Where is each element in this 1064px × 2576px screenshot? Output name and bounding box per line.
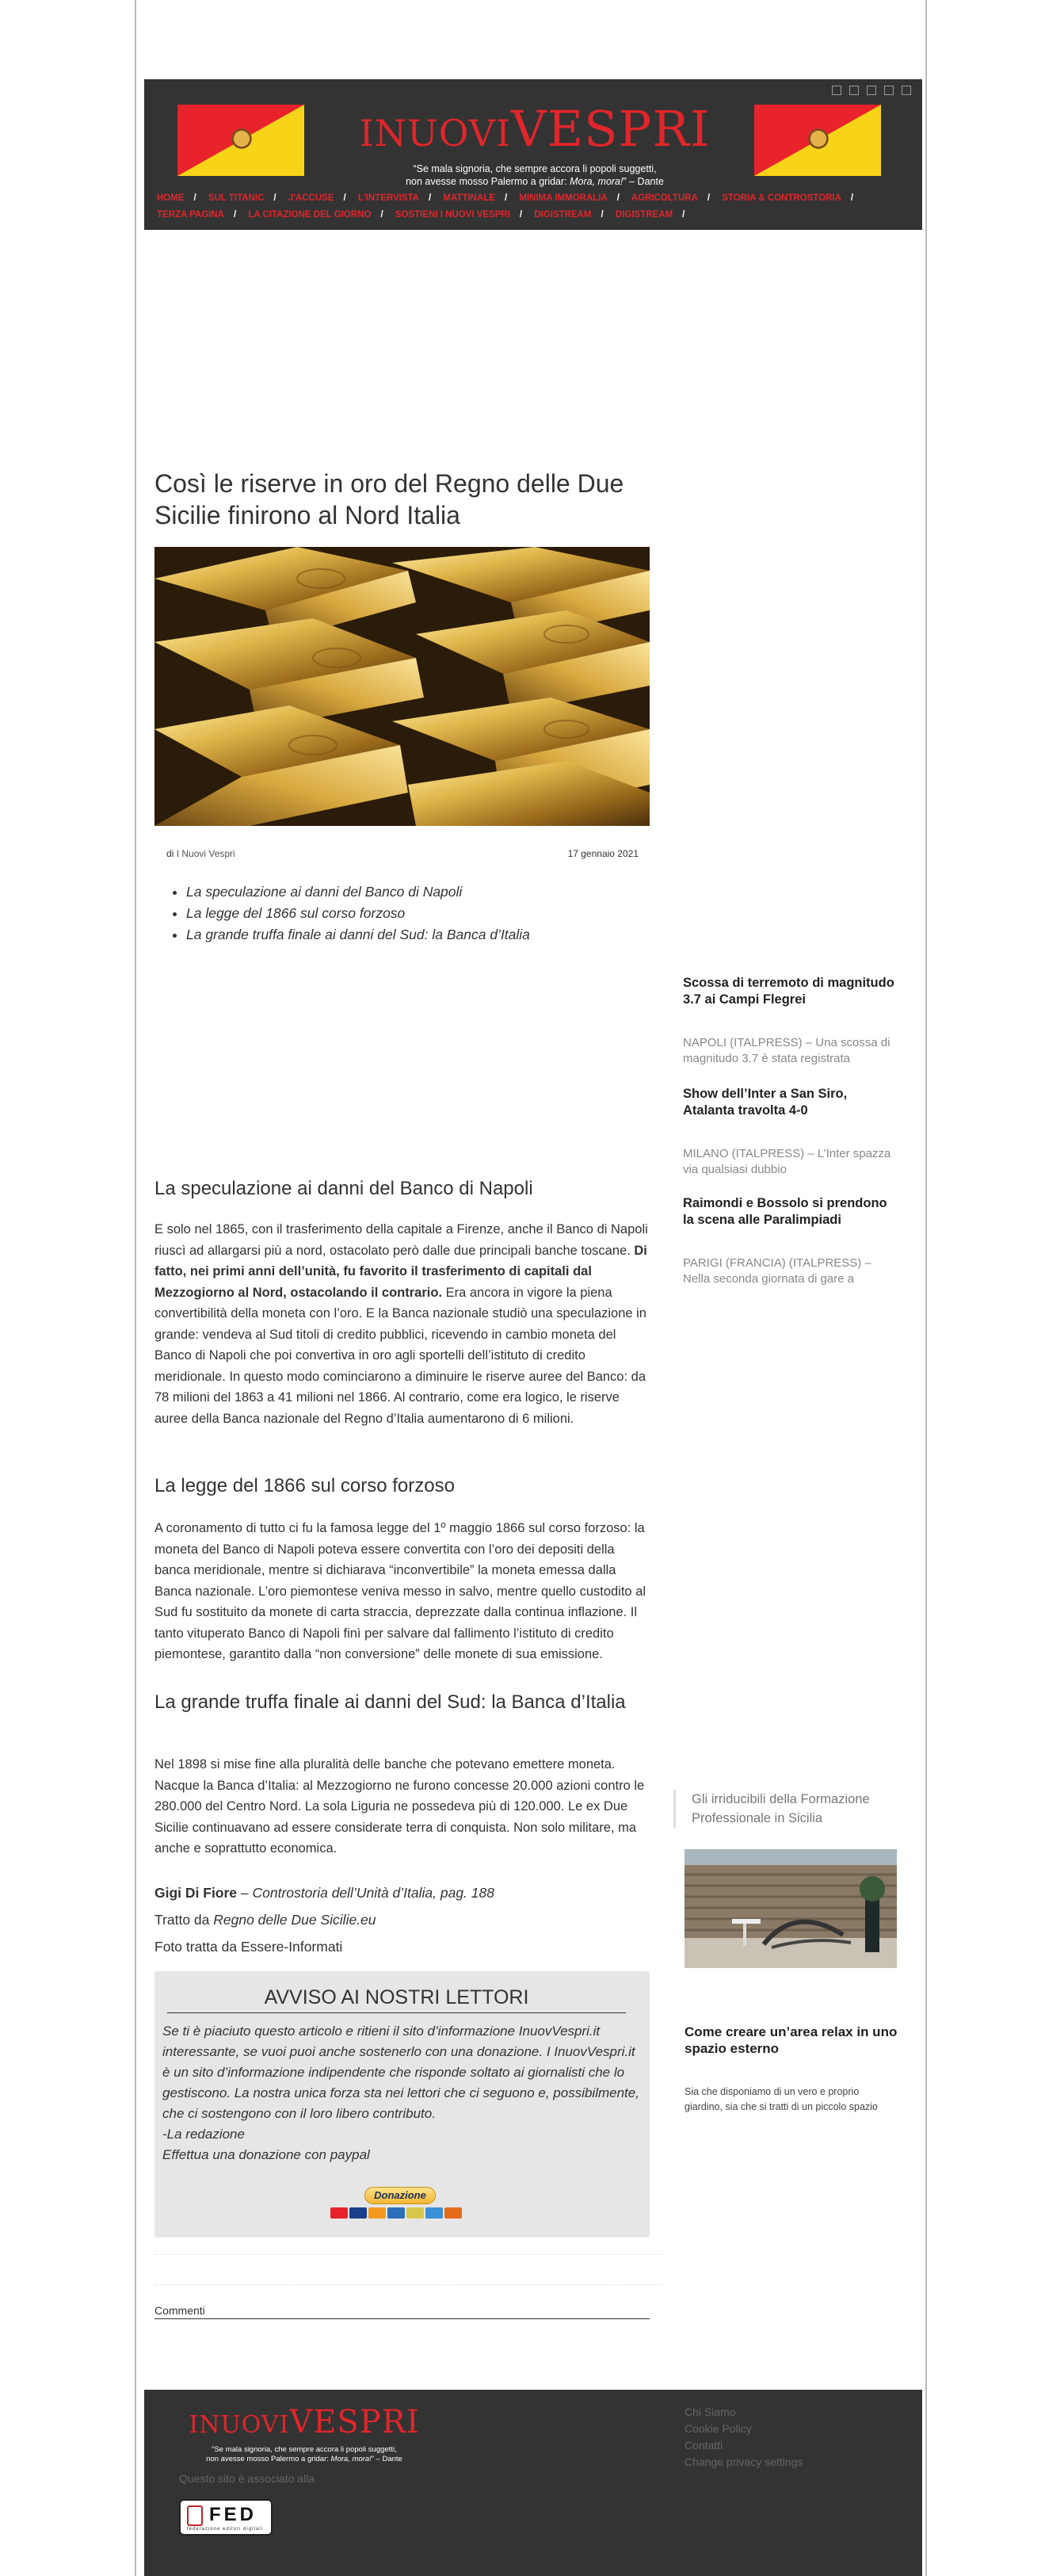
nav-terza-pagina[interactable]: TERZA PAGINA bbox=[157, 210, 224, 220]
nav-jaccuse[interactable]: J'ACCUSE bbox=[288, 193, 334, 203]
source-site-link[interactable]: Regno delle Due Sicilie.eu bbox=[213, 1912, 376, 1928]
section-title-banca-italia: La grande truffa finale ai danni del Sud: la Banca d’Italia bbox=[154, 1691, 626, 1713]
site-tagline: “Se mala signoria, che sempre accora li popoli suggetti, non avesse mosso Palermo a gridar: Mora, mora!” – Dante bbox=[406, 163, 664, 187]
maestro-icon bbox=[368, 2207, 386, 2219]
nav-digistream[interactable]: DIGISTREAM bbox=[534, 210, 592, 220]
nav-row-1: HOME / SUL TITANIC / J'ACCUSE / L'INTERVISTA / MATTINALE / MINIMA IMMORALIA / AGRICOLTURA / STORIA & CONTROSTORIA / bbox=[157, 193, 854, 203]
visa-icon bbox=[349, 2207, 367, 2219]
gold-bars-image bbox=[154, 547, 650, 826]
relax-area-image bbox=[685, 1849, 897, 1968]
nav-minima-immoralia[interactable]: MINIMA IMMORALIA bbox=[519, 193, 608, 203]
article-byline: di I Nuovi Vespri bbox=[166, 848, 235, 859]
section-paragraph: A coronamento di tutto ci fu la famosa legge del 1º maggio 1866 sul corso forzoso: la moneta del Banco di Napoli poteva essere convertita con l’oro dei depositi della banca meridionale, mentre si dichiarava “inconvertibile” la moneta emessa dalla Banca nazionale. L’oro piemontese veniva messo in salvo, mentre quello custodito al Sud fu sostituito da monete di carta straccia, deprezzate dalla continua inflazione. Il tanto vituperato Banco di Napoli finì per salvare dal fallimento l’istituto di credito piemontese, garantito dalla “non conversione” delle monete di sua emissione. bbox=[154, 1521, 646, 1661]
table-of-contents bbox=[186, 881, 530, 946]
photo-credit: Foto tratta da Essere-Informati bbox=[154, 1939, 343, 1955]
nav-digistream-2[interactable]: DIGISTREAM bbox=[615, 210, 673, 220]
sicilian-flag-right bbox=[754, 105, 881, 176]
payment-cards bbox=[330, 2207, 462, 2219]
source-origin: Tratto da Regno delle Due Sicilie.eu bbox=[154, 1912, 376, 1928]
mastercard-icon bbox=[330, 2207, 348, 2219]
news-item bbox=[683, 1086, 897, 1178]
sidebar-card-excerpt: Sia che disponiamo di un vero e proprio giardino, sia che si tratti di un piccolo spazio bbox=[685, 2086, 878, 2112]
toc-item[interactable]: • La legge del 1866 sul corso forzoso bbox=[186, 903, 530, 924]
facebook-icon[interactable] bbox=[832, 86, 841, 95]
footer-link-privacy-settings[interactable]: Change privacy settings bbox=[685, 2456, 803, 2468]
rss-icon[interactable] bbox=[902, 86, 911, 95]
footer-links bbox=[685, 2404, 803, 2471]
card-icon bbox=[406, 2207, 424, 2219]
article-title: Così le riserve in oro del Regno delle Due Sicilie finirono al Nord Italia bbox=[154, 469, 624, 529]
toc-item[interactable]: • La speculazione ai danni del Banco di Napoli bbox=[186, 881, 530, 903]
section-paragraph: Nel 1898 si mise fine alla pluralità delle banche che potevano emettere moneta. Nacque la Banca d’Italia: al Mezzogiorno ne furono concesse 20.000 azioni contro le 280.000 del Centro Nord. La sola Liguria ne possedeva più di 120.000. Le ex Due Sicilie continuavano ad essere considerate terra di conquista. Non solo militare, ma anche e soprattutto economica. bbox=[154, 1757, 645, 1856]
sicilian-flag-left bbox=[177, 105, 304, 176]
toc-item[interactable]: • La grande truffa finale ai danni del Sud: la Banca d’Italia bbox=[186, 924, 530, 946]
site-header bbox=[144, 79, 922, 230]
section-title-legge-1866: La legge del 1866 sul corso forzoso bbox=[154, 1475, 455, 1496]
nav-sul-titanic[interactable]: SUL TITANIC bbox=[208, 193, 265, 203]
notice-body: Se ti è piaciuto questo articolo e ritieni il sito d’informazione InuovVespri.it interessante, se vuoi puoi anche sostenerlo con una donazione. I InuovVespri.it è un sito d’informazione indipendente che risponde soltato ai giornalisti che lo gestiscono. La nostra unica forza sta nei lettori che ci seguono e, possibilmente, che ci sostengono con il loro libero contributo. -La redazione Effettua una donazione con paypal bbox=[162, 2024, 639, 2162]
news-item bbox=[683, 975, 897, 1067]
notice-title: AVVISO AI NOSTRI LETTORI bbox=[167, 1986, 626, 2013]
section-title-speculazione: La speculazione ai danni del Banco di Napoli bbox=[154, 1178, 533, 1199]
main-navigation bbox=[157, 190, 917, 224]
paypal-donate-button[interactable]: Donazione bbox=[364, 2187, 436, 2204]
sidebar-card-image[interactable] bbox=[685, 1849, 897, 1968]
nav-agricoltura[interactable]: AGRICOLTURA bbox=[631, 193, 698, 203]
news-excerpt: MILANO (ITALPRESS) – L’Inter spazza via qualsiasi dubbio bbox=[683, 1147, 891, 1176]
divider bbox=[154, 2284, 662, 2285]
twitter-icon[interactable] bbox=[849, 86, 859, 95]
discover-icon bbox=[444, 2207, 462, 2219]
nav-citazione[interactable]: LA CITAZIONE DEL GIORNO bbox=[248, 210, 372, 220]
section-paragraph: E solo nel 1865, con il trasferimento della capitale a Firenze, anche il Banco di Napoli riuscì ad allargarsi più a nord, ostacolato però dalle due principali banche toscane. Di fatto, nei primi anni dell’unità, fu favorito il trasferimento di capitali dal Mezzogiorno al Nord, ostacolando il contrario. Era ancora in vigore la piena convertibilità della moneta con l’oro. E la Banca nazionale studiò una speculazione in grande: vendeva al Sud titoli di credito pubblici, ricevendo in cambio moneta del Banco di Napoli che poi convertiva in oro agli sportelli dell’istituto di credito meridionale. In questo modo cominciarono a diminuire le riserve auree del Banco: da 78 milioni del 1863 a 41 milioni nel 1866. Al contrario, come era logico, le riserve auree della Banca nazionale del Regno d’Italia aumentarono di 6 milioni. bbox=[154, 1222, 648, 1426]
youtube-icon[interactable] bbox=[884, 86, 894, 95]
news-title[interactable]: Show dell’Inter a San Siro, Atalanta travolta 4-0 bbox=[683, 1087, 848, 1118]
nav-sostieni[interactable]: SOSTIENI I NUOVI VESPRI bbox=[395, 210, 510, 220]
footer-link-chi-siamo[interactable]: Chi Siamo bbox=[685, 2406, 736, 2418]
footer-link-cookie-policy[interactable]: Cookie Policy bbox=[685, 2422, 752, 2435]
footer-link-contatti[interactable]: Contatti bbox=[685, 2439, 723, 2452]
social-icons bbox=[832, 86, 911, 95]
footer-association-text: Questo sito è associato alla bbox=[179, 2472, 315, 2485]
nav-home[interactable]: HOME bbox=[157, 193, 185, 203]
news-excerpt: NAPOLI (ITALPRESS) – Una scossa di magnitudo 3.7 è stata registrata bbox=[683, 1036, 890, 1065]
trinacria-icon bbox=[223, 120, 260, 157]
footer-tagline: “Se mala signoria, che sempre accora li popoli suggetti, non avesse mosso Palermo a gridar: Mora, mora!” – Dante bbox=[206, 2445, 402, 2463]
nav-mattinale[interactable]: MATTINALE bbox=[443, 193, 495, 203]
site-footer bbox=[144, 2390, 922, 2576]
article bbox=[154, 468, 650, 2317]
nav-row-2: TERZA PAGINA / LA CITAZIONE DEL GIORNO / SOSTIENI I NUOVI VESPRI / DIGISTREAM / DIGISTREAM / bbox=[157, 210, 685, 220]
site-logo[interactable]: INUOVIVESPRI “Se mala signoria, che sempre accora li popoli suggetti, non avesse mosso Palermo a gridar: Mora, mora!” – Dante bbox=[357, 101, 713, 188]
article-meta bbox=[166, 848, 639, 859]
news-title[interactable]: Scossa di terremoto di magnitudo 3.7 ai Campi Flegrei bbox=[683, 976, 894, 1007]
instagram-icon[interactable] bbox=[867, 86, 876, 95]
news-title[interactable]: Raimondi e Bossolo si prendono la scena alle Paralimpiadi bbox=[683, 1196, 887, 1227]
fed-logo-icon bbox=[187, 2505, 203, 2526]
article-date: 17 gennaio 2021 bbox=[567, 848, 639, 859]
nav-storia[interactable]: STORIA & CONTROSTORIA bbox=[722, 193, 841, 203]
author-link[interactable]: I Nuovi Vespri bbox=[176, 848, 235, 859]
divider bbox=[154, 2254, 662, 2255]
article-hero-image bbox=[154, 547, 650, 826]
footer-logo[interactable]: INUOVIVESPRI “Se mala signoria, che sempre accora li popoli suggetti, non avesse mosso Palermo a gridar: Mora, mora!” – Dante bbox=[185, 2404, 423, 2464]
source-citation: Gigi Di Fiore – Controstoria dell’Unità d’Italia, pag. 188 bbox=[154, 1885, 494, 1901]
nav-intervista[interactable]: L'INTERVISTA bbox=[357, 193, 419, 203]
sidebar-widget-link[interactable]: Gli irriducibili della Formazione Professionale in Sicilia bbox=[673, 1790, 903, 1828]
sidebar-card-title[interactable]: Come creare un’area relax in uno spazio esterno bbox=[685, 2024, 898, 2056]
reader-notice-box bbox=[154, 1971, 650, 2238]
trinacria-icon bbox=[800, 120, 837, 157]
amex-icon bbox=[425, 2207, 443, 2219]
news-excerpt: PARIGI (FRANCIA) (ITALPRESS) – Nella seconda giornata di gare a bbox=[683, 1256, 871, 1286]
comments-heading: Commenti bbox=[154, 2304, 650, 2319]
news-item bbox=[683, 1195, 897, 1287]
fed-badge[interactable]: FED federazione editori digitali bbox=[179, 2499, 273, 2536]
paypal-icon bbox=[387, 2207, 405, 2219]
